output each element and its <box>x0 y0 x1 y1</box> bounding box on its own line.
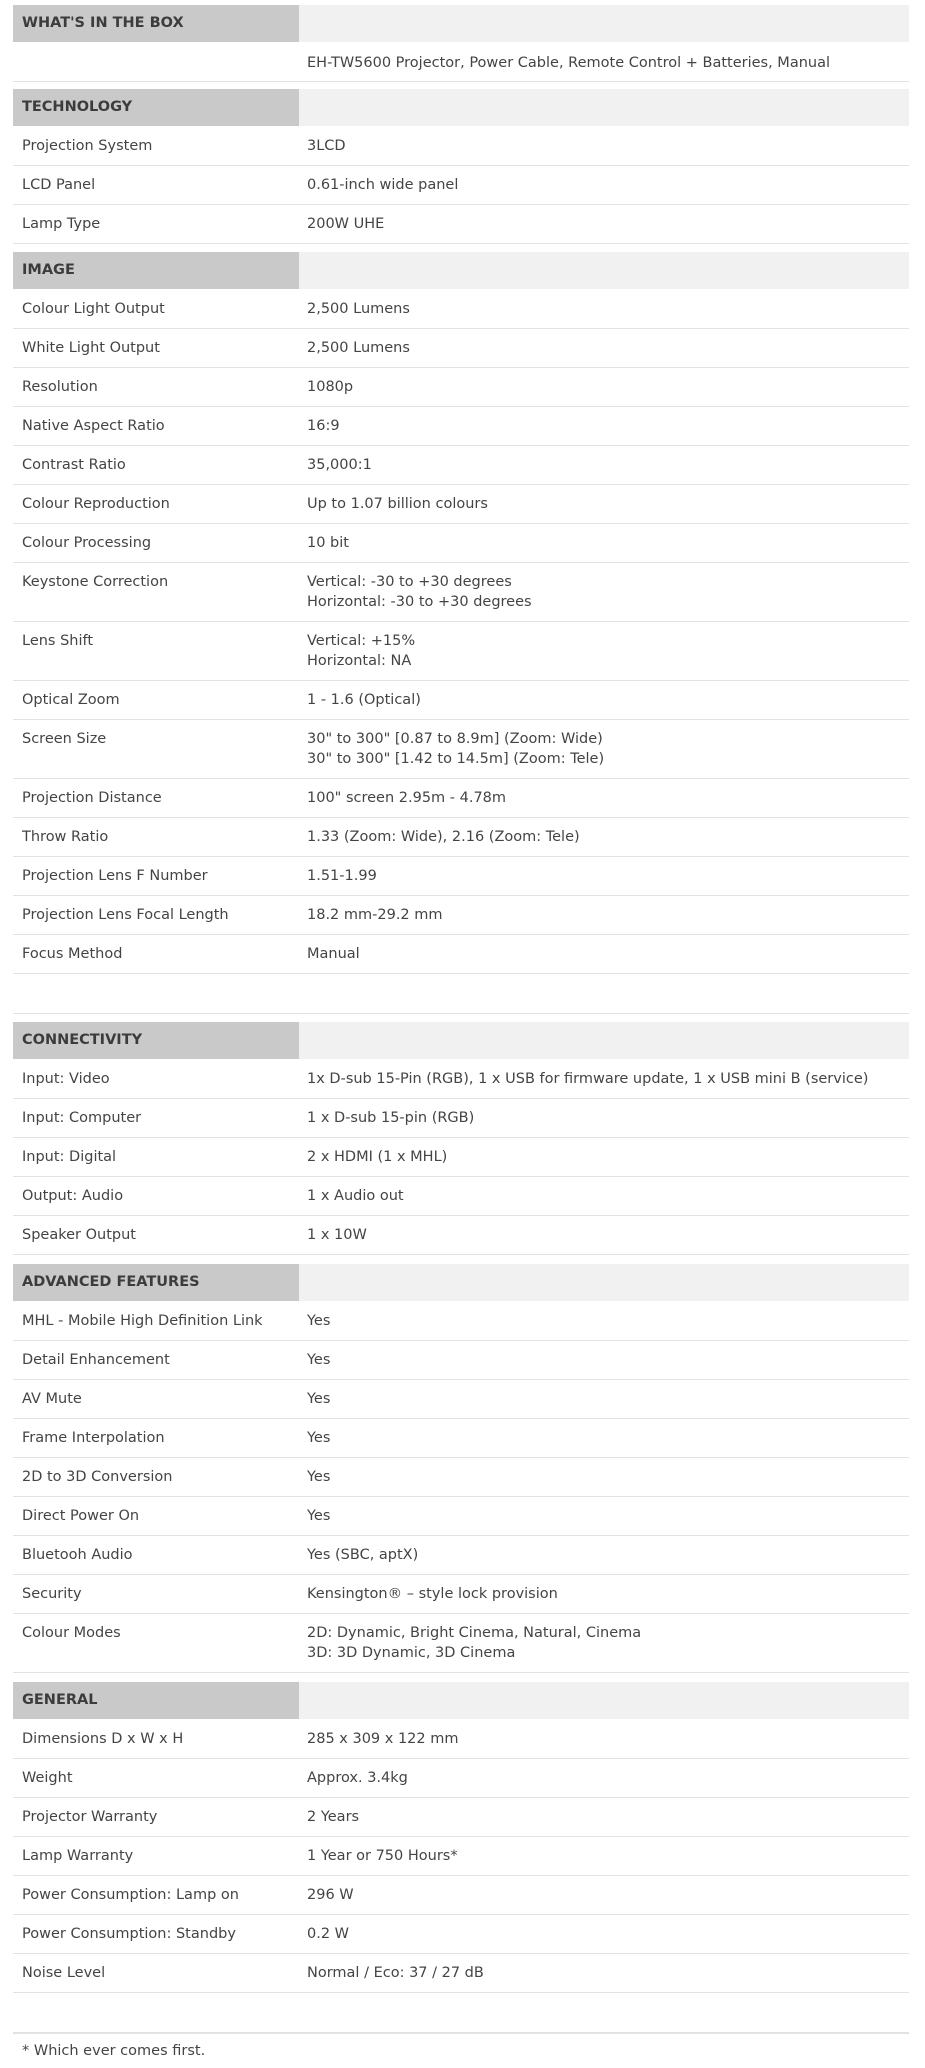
spec-row <box>13 935 909 974</box>
spec-label: Colour Processing <box>22 535 152 551</box>
spec-value <box>307 866 377 886</box>
spec-value-line: 1080p <box>307 379 354 395</box>
spec-value <box>307 1768 408 1788</box>
spec-label: Output: Audio <box>22 1188 124 1204</box>
spec-value-line: 16:9 <box>307 418 340 434</box>
spec-value <box>307 1186 404 1206</box>
spec-label: Contrast Ratio <box>22 457 126 473</box>
section-header-connectivity <box>13 1022 909 1059</box>
spec-label: Optical Zoom <box>22 692 120 708</box>
spec-value <box>307 1729 459 1749</box>
spec-value <box>307 494 488 514</box>
spec-label: Frame Interpolation <box>22 1430 165 1446</box>
spec-value <box>307 377 353 397</box>
spec-value <box>307 53 830 73</box>
spec-row <box>13 1099 909 1138</box>
section-title: CONNECTIVITY <box>13 1022 299 1059</box>
spec-value <box>307 788 506 808</box>
spec-value-line: 2 x HDMI (1 x MHL) <box>307 1149 448 1165</box>
spec-label: Projection Lens Focal Length <box>22 907 229 923</box>
spec-label: Input: Digital <box>22 1149 117 1165</box>
spec-label: Speaker Output <box>22 1227 136 1243</box>
section-header-technology <box>13 89 909 126</box>
spec-row <box>13 1837 909 1876</box>
spec-value <box>307 631 415 671</box>
spec-row <box>13 446 909 485</box>
spec-value <box>307 1963 484 1983</box>
spec-row <box>13 1216 909 1255</box>
spec-value <box>307 1108 474 1128</box>
section-title: WHAT'S IN THE BOX <box>13 5 299 42</box>
section-header-general <box>13 1682 909 1719</box>
spec-label: Throw Ratio <box>22 829 109 845</box>
spec-value-line: 2,500 Lumens <box>307 301 410 317</box>
spec-value-line: Yes <box>307 1508 331 1524</box>
spec-label: Noise Level <box>22 1965 106 1981</box>
spec-row <box>13 857 909 896</box>
spec-value <box>307 299 410 319</box>
section-title: GENERAL <box>13 1682 299 1719</box>
section-header-advanced-features <box>13 1264 909 1301</box>
spec-value <box>307 214 384 234</box>
spec-value-line: 35,000:1 <box>307 457 372 473</box>
spec-value-line: Horizontal: -30 to +30 degrees <box>307 594 532 610</box>
spec-row <box>13 1720 909 1759</box>
spec-label: Projection Distance <box>22 790 162 806</box>
spec-value-line: 2 Years <box>307 1809 360 1825</box>
section-spacer <box>13 974 909 1014</box>
spec-value <box>307 1428 330 1448</box>
spec-value-line: 18.2 mm-29.2 mm <box>307 907 443 923</box>
spec-value-line: 296 W <box>307 1887 354 1903</box>
spec-value-line: 1 - 1.6 (Optical) <box>307 692 421 708</box>
footnote-divider <box>13 2033 909 2034</box>
spec-value <box>307 1623 641 1663</box>
spec-value-line: 1.33 (Zoom: Wide), 2.16 (Zoom: Tele) <box>307 829 580 845</box>
spec-row <box>13 1177 909 1216</box>
spec-row <box>13 407 909 446</box>
spec-label: Projection System <box>22 138 153 154</box>
spec-label: Power Consumption: Lamp on <box>22 1887 239 1903</box>
footnote: * Which ever comes first. <box>22 2043 206 2059</box>
spec-row <box>13 1497 909 1536</box>
spec-row <box>13 681 909 720</box>
spec-row <box>13 563 909 622</box>
spec-label: Projection Lens F Number <box>22 868 208 884</box>
spec-label: Focus Method <box>22 946 123 962</box>
spec-value <box>307 416 340 436</box>
spec-row <box>13 44 909 82</box>
spec-row <box>13 622 909 681</box>
spec-value <box>307 1467 330 1487</box>
spec-row <box>13 329 909 368</box>
spec-value <box>307 690 421 710</box>
spec-value <box>307 572 532 612</box>
spec-label: Colour Modes <box>22 1625 121 1641</box>
spec-value <box>307 905 443 925</box>
spec-label: MHL - Mobile High Definition Link <box>22 1313 263 1329</box>
spec-row <box>13 1341 909 1380</box>
spec-value <box>307 827 580 847</box>
spec-row <box>13 1915 909 1954</box>
spec-row <box>13 1575 909 1614</box>
spec-label: Input: Computer <box>22 1110 142 1126</box>
spec-label: Keystone Correction <box>22 574 169 590</box>
spec-value-line: Vertical: +15% <box>307 633 416 649</box>
spec-value <box>307 1807 359 1827</box>
spec-row <box>13 1614 909 1673</box>
spec-value-line: Up to 1.07 billion colours <box>307 496 488 512</box>
spec-value-line: Yes <box>307 1352 331 1368</box>
spec-row <box>13 127 909 166</box>
spec-value-line: Yes <box>307 1391 331 1407</box>
spec-value-line: Yes <box>307 1430 331 1446</box>
spec-value-line: EH-TW5600 Projector, Power Cable, Remote Control + Batteries, Manual <box>307 55 830 71</box>
spec-value <box>307 1584 558 1604</box>
spec-value-line: Yes <box>307 1469 331 1485</box>
spec-label: Colour Light Output <box>22 301 165 317</box>
spec-label: Lamp Warranty <box>22 1848 134 1864</box>
spec-value <box>307 729 604 769</box>
spec-label: 2D to 3D Conversion <box>22 1469 173 1485</box>
spec-value <box>307 1350 330 1370</box>
spec-value <box>307 1846 458 1866</box>
spec-value <box>307 944 360 964</box>
spec-row <box>13 524 909 563</box>
spec-value <box>307 533 349 553</box>
spec-row <box>13 166 909 205</box>
spec-label: Direct Power On <box>22 1508 140 1524</box>
spec-value-line: 0.61-inch wide panel <box>307 177 459 193</box>
spec-row <box>13 1380 909 1419</box>
spec-row <box>13 205 909 244</box>
spec-value-line: 1 x 10W <box>307 1227 367 1243</box>
spec-label: Power Consumption: Standby <box>22 1926 236 1942</box>
section-header-what-s-in-the-box <box>13 5 909 42</box>
spec-row <box>13 1458 909 1497</box>
spec-value-line: 2D: Dynamic, Bright Cinema, Natural, Cinema <box>307 1625 642 1641</box>
spec-value-line: Approx. 3.4kg <box>307 1770 408 1786</box>
spec-label: Native Aspect Ratio <box>22 418 165 434</box>
spec-value <box>307 1311 330 1331</box>
spec-row <box>13 1798 909 1837</box>
spec-value <box>307 1885 354 1905</box>
spec-value-line: 100" screen 2.95m - 4.78m <box>307 790 507 806</box>
spec-label: Screen Size <box>22 731 107 747</box>
section-spacer <box>13 1993 909 2033</box>
section-title: IMAGE <box>13 252 299 289</box>
spec-value-line: 200W UHE <box>307 216 385 232</box>
spec-row <box>13 720 909 779</box>
spec-label: Colour Reproduction <box>22 496 170 512</box>
spec-label: Input: Video <box>22 1071 110 1087</box>
section-header-image <box>13 252 909 289</box>
spec-value-line: 0.2 W <box>307 1926 350 1942</box>
spec-value-line: 30" to 300" [1.42 to 14.5m] (Zoom: Tele) <box>307 751 605 767</box>
spec-value <box>307 1147 447 1167</box>
spec-label: Detail Enhancement <box>22 1352 170 1368</box>
spec-value <box>307 1545 418 1565</box>
spec-row <box>13 1060 909 1099</box>
spec-label: Resolution <box>22 379 98 395</box>
spec-value-line: Normal / Eco: 37 / 27 dB <box>307 1965 484 1981</box>
spec-row <box>13 1876 909 1915</box>
spec-value-line: 1 x Audio out <box>307 1188 404 1204</box>
spec-value <box>307 136 346 156</box>
spec-value-line: Yes (SBC, aptX) <box>307 1547 419 1563</box>
spec-value <box>307 338 410 358</box>
spec-row <box>13 485 909 524</box>
spec-value-line: 10 bit <box>307 535 349 551</box>
spec-value-line: 1x D-sub 15-Pin (RGB), 1 x USB for firmware update, 1 x USB mini B (service) <box>307 1071 869 1087</box>
spec-value-line: 1 Year or 750 Hours* <box>307 1848 458 1864</box>
section-title: TECHNOLOGY <box>13 89 299 126</box>
spec-label: Lens Shift <box>22 633 94 649</box>
spec-value <box>307 455 372 475</box>
spec-row <box>13 368 909 407</box>
spec-value <box>307 1225 367 1245</box>
spec-row <box>13 1302 909 1341</box>
spec-value-line: 3D: 3D Dynamic, 3D Cinema <box>307 1645 516 1661</box>
spec-label: Lamp Type <box>22 216 101 232</box>
spec-value-line: Yes <box>307 1313 331 1329</box>
spec-row <box>13 1419 909 1458</box>
spec-value-line: 3LCD <box>307 138 346 154</box>
spec-value-line: Manual <box>307 946 360 962</box>
spec-label: Weight <box>22 1770 73 1786</box>
spec-row <box>13 290 909 329</box>
spec-row <box>13 1759 909 1798</box>
spec-label: Projector Warranty <box>22 1809 158 1825</box>
spec-label: LCD Panel <box>22 177 96 193</box>
spec-label: Dimensions D x W x H <box>22 1731 184 1747</box>
spec-value <box>307 1924 349 1944</box>
spec-label: AV Mute <box>22 1391 82 1407</box>
spec-row <box>13 779 909 818</box>
spec-label: White Light Output <box>22 340 160 356</box>
spec-value-line: Horizontal: NA <box>307 653 412 669</box>
section-title: ADVANCED FEATURES <box>13 1264 299 1301</box>
spec-row <box>13 1954 909 1993</box>
spec-value-line: 2,500 Lumens <box>307 340 410 356</box>
spec-value-line: Vertical: -30 to +30 degrees <box>307 574 512 590</box>
spec-row <box>13 1138 909 1177</box>
spec-value <box>307 1506 330 1526</box>
spec-value <box>307 175 458 195</box>
spec-label: Security <box>22 1586 82 1602</box>
spec-value <box>307 1389 330 1409</box>
spec-value <box>307 1069 868 1089</box>
spec-value-line: 1.51-1.99 <box>307 868 377 884</box>
spec-row <box>13 896 909 935</box>
spec-value-line: 285 x 309 x 122 mm <box>307 1731 459 1747</box>
spec-row <box>13 818 909 857</box>
spec-row <box>13 1536 909 1575</box>
spec-label: Bluetooh Audio <box>22 1547 133 1563</box>
spec-value-line: 30" to 300" [0.87 to 8.9m] (Zoom: Wide) <box>307 731 603 747</box>
spec-value-line: 1 x D-sub 15-pin (RGB) <box>307 1110 475 1126</box>
spec-value-line: Kensington® – style lock provision <box>307 1586 558 1602</box>
